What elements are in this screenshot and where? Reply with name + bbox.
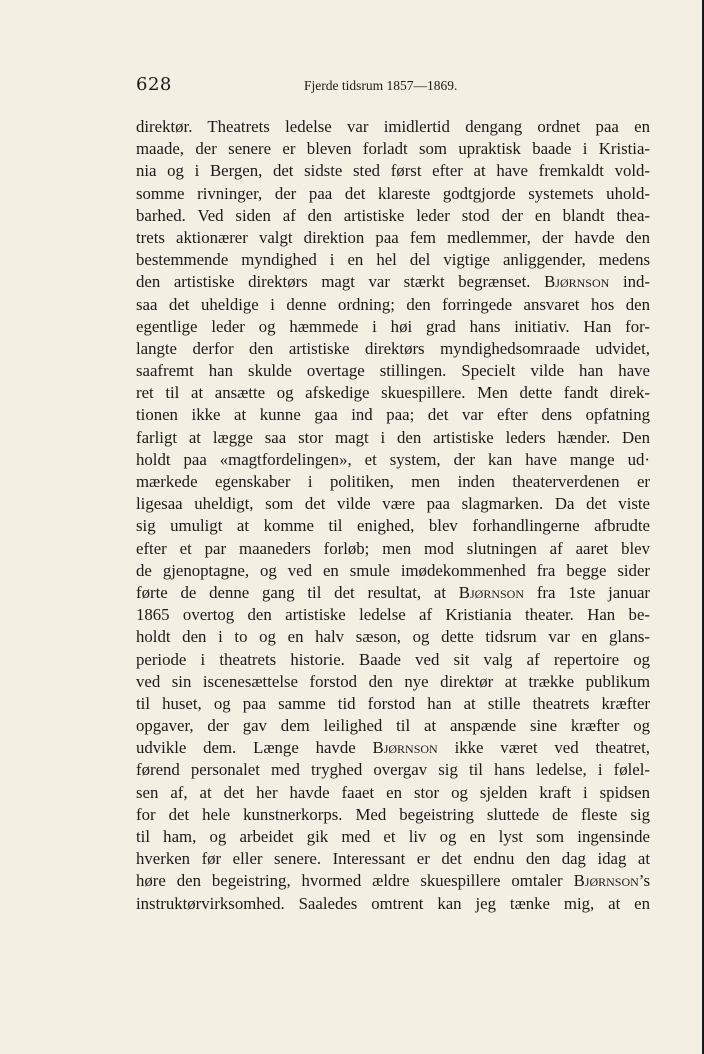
line-text: saafremt han skulde overtage stillingen. Specielt vilde han have	[136, 361, 650, 381]
name-small-caps: Bjørnson	[372, 738, 438, 758]
line-text: direktør. Theatrets ledelse var imidlertid dengang ordnet paa en	[136, 117, 650, 136]
line-text: maade, der senere er bleven forladt som upraktisk baade i Kristia-	[136, 139, 650, 159]
line-text: ved sin iscenesættelse forstod den nye direktør at trække publikum	[136, 671, 650, 691]
line-text: somme rivninger, der paa det klareste godtgjorde systemets uhold-	[136, 183, 650, 203]
line-text: holdt den i to og en halv sæson, og dette tidsrum var en glans-	[136, 627, 650, 647]
line-text: holdt paa «magtfordelingen», et system, der kan have mange ud·	[136, 449, 650, 469]
text-line	[136, 693, 650, 715]
line-text: 1865 overtog den artistiske ledelse af Kristiania theater. Han be-	[136, 605, 650, 625]
page-header	[136, 74, 650, 98]
text-line	[136, 515, 650, 537]
text-line	[136, 338, 650, 360]
text-line	[136, 183, 650, 205]
text-line	[136, 848, 650, 870]
text-line	[136, 271, 650, 293]
text-line	[136, 493, 650, 515]
name-small-caps: Bjørnson	[573, 871, 639, 891]
body-text	[136, 116, 650, 915]
line-text: førte de denne gang til det resultat, at	[136, 582, 446, 602]
text-line	[136, 227, 650, 249]
line-text: instruktørvirksomhed. Saaledes omtrent kan jeg tænke mig, at en	[136, 893, 650, 913]
line-text: bestemmende myndighed i en hel del vigtige anliggender, medens	[136, 250, 650, 270]
line-text: farligt at lægge saa stor magt i den artistiske leders hænder. Den	[136, 427, 650, 447]
text-line	[136, 205, 650, 227]
text-line	[136, 560, 650, 582]
line-text: mærkede egenskaber i politiken, men inden theaterverdenen er	[136, 472, 650, 491]
line-text: for det hele kunstnerkorps. Med begeistring sluttede de fleste sig	[136, 804, 650, 824]
text-line	[136, 626, 650, 648]
line-text: ligesaa uheldigt, som det vilde være paa slagmarken. Da det viste	[136, 494, 650, 514]
text-line	[136, 471, 650, 493]
line-text: til huset, og paa samme tid forstod han at stille theatrets kræfter	[136, 693, 650, 713]
name-small-caps: Bjørnson	[544, 272, 610, 292]
line-text: de gjenoptagne, og ved en smule imødekommenhed fra begge sider	[136, 560, 650, 580]
line-text: trets aktionærer valgt direktion paa fem medlemmer, der havde den	[136, 227, 650, 247]
line-text: barhed. Ved siden af den artistiske leder stod der en blandt thea-	[136, 205, 650, 225]
text-line	[136, 870, 650, 892]
line-text-continuation: ikke været ved theatret,	[454, 738, 650, 758]
line-text: sig umuligt at komme til enighed, blev forhandlingerne afbrudte	[136, 516, 650, 536]
text-line	[136, 582, 650, 604]
line-text: opgaver, der gav dem leilighed til at anspænde sine kræfter og	[136, 716, 650, 736]
text-line	[136, 294, 650, 316]
text-line	[136, 138, 650, 160]
line-text: nia og i Bergen, det sidste sted først efter at have fremkaldt vold-	[136, 161, 650, 181]
line-text: udvikle dem. Længe havde	[136, 738, 356, 758]
text-line	[136, 382, 650, 404]
text-line	[136, 427, 650, 449]
text-line	[136, 116, 650, 138]
text-line	[136, 249, 650, 271]
line-text: førend personalet med tryghed overgav sig til hans ledelse, i følel-	[136, 760, 650, 780]
line-text: langte derfor den artistiske direktørs myndighedsomraade udvidet,	[136, 338, 650, 358]
line-text: sen af, at det her havde faaet en stor og sjelden kraft i spidsen	[136, 782, 650, 802]
text-line	[136, 604, 650, 626]
line-text-continuation: ind-	[622, 272, 650, 292]
text-line	[136, 449, 650, 471]
line-text: egentlige leder og hæmmede i høi grad hans initiativ. Han for-	[136, 316, 650, 336]
name-small-caps: Bjørnson	[458, 582, 525, 602]
line-text: tionen ikke at kunne gaa ind paa; det var efter dens opfatning	[136, 405, 650, 425]
text-line	[136, 404, 650, 426]
line-text: hverken før eller senere. Interessant er det endnu den dag idag at	[136, 849, 650, 869]
text-line	[136, 160, 650, 182]
text-line	[136, 649, 650, 671]
line-text: saa det uheldige i denne ordning; den forringede ansvaret hos den	[136, 294, 650, 314]
running-title: Fjerde tidsrum 1857—1869.	[304, 78, 458, 93]
text-line	[136, 826, 650, 848]
line-text: efter et par maaneders forløb; men mod slutningen af aaret blev	[136, 538, 650, 558]
text-line	[136, 759, 650, 781]
text-line	[136, 782, 650, 804]
text-line	[136, 804, 650, 826]
line-text: høre den begeistring, hvormed ældre skuespillere omtaler	[136, 871, 563, 891]
line-text: periode i theatrets historie. Baade ved sit valg af repertoire og	[136, 649, 650, 669]
text-line	[136, 737, 650, 759]
text-line	[136, 893, 650, 915]
text-line	[136, 671, 650, 693]
line-text: ret til at ansætte og afskedige skuespillere. Men dette fandt direk-	[136, 383, 650, 403]
line-text-continuation: fra 1ste januar	[536, 582, 651, 602]
text-line	[136, 360, 650, 382]
line-text: den artistiske direktørs magt var stærkt begrænset.	[136, 272, 531, 292]
text-line	[136, 316, 650, 338]
text-line	[136, 538, 650, 560]
line-text: til ham, og arbeidet gik med et liv og en lyst som ingensinde	[136, 827, 650, 846]
line-text-continuation: ’s	[638, 871, 650, 891]
text-line	[136, 715, 650, 737]
page-number: 628	[136, 74, 172, 95]
